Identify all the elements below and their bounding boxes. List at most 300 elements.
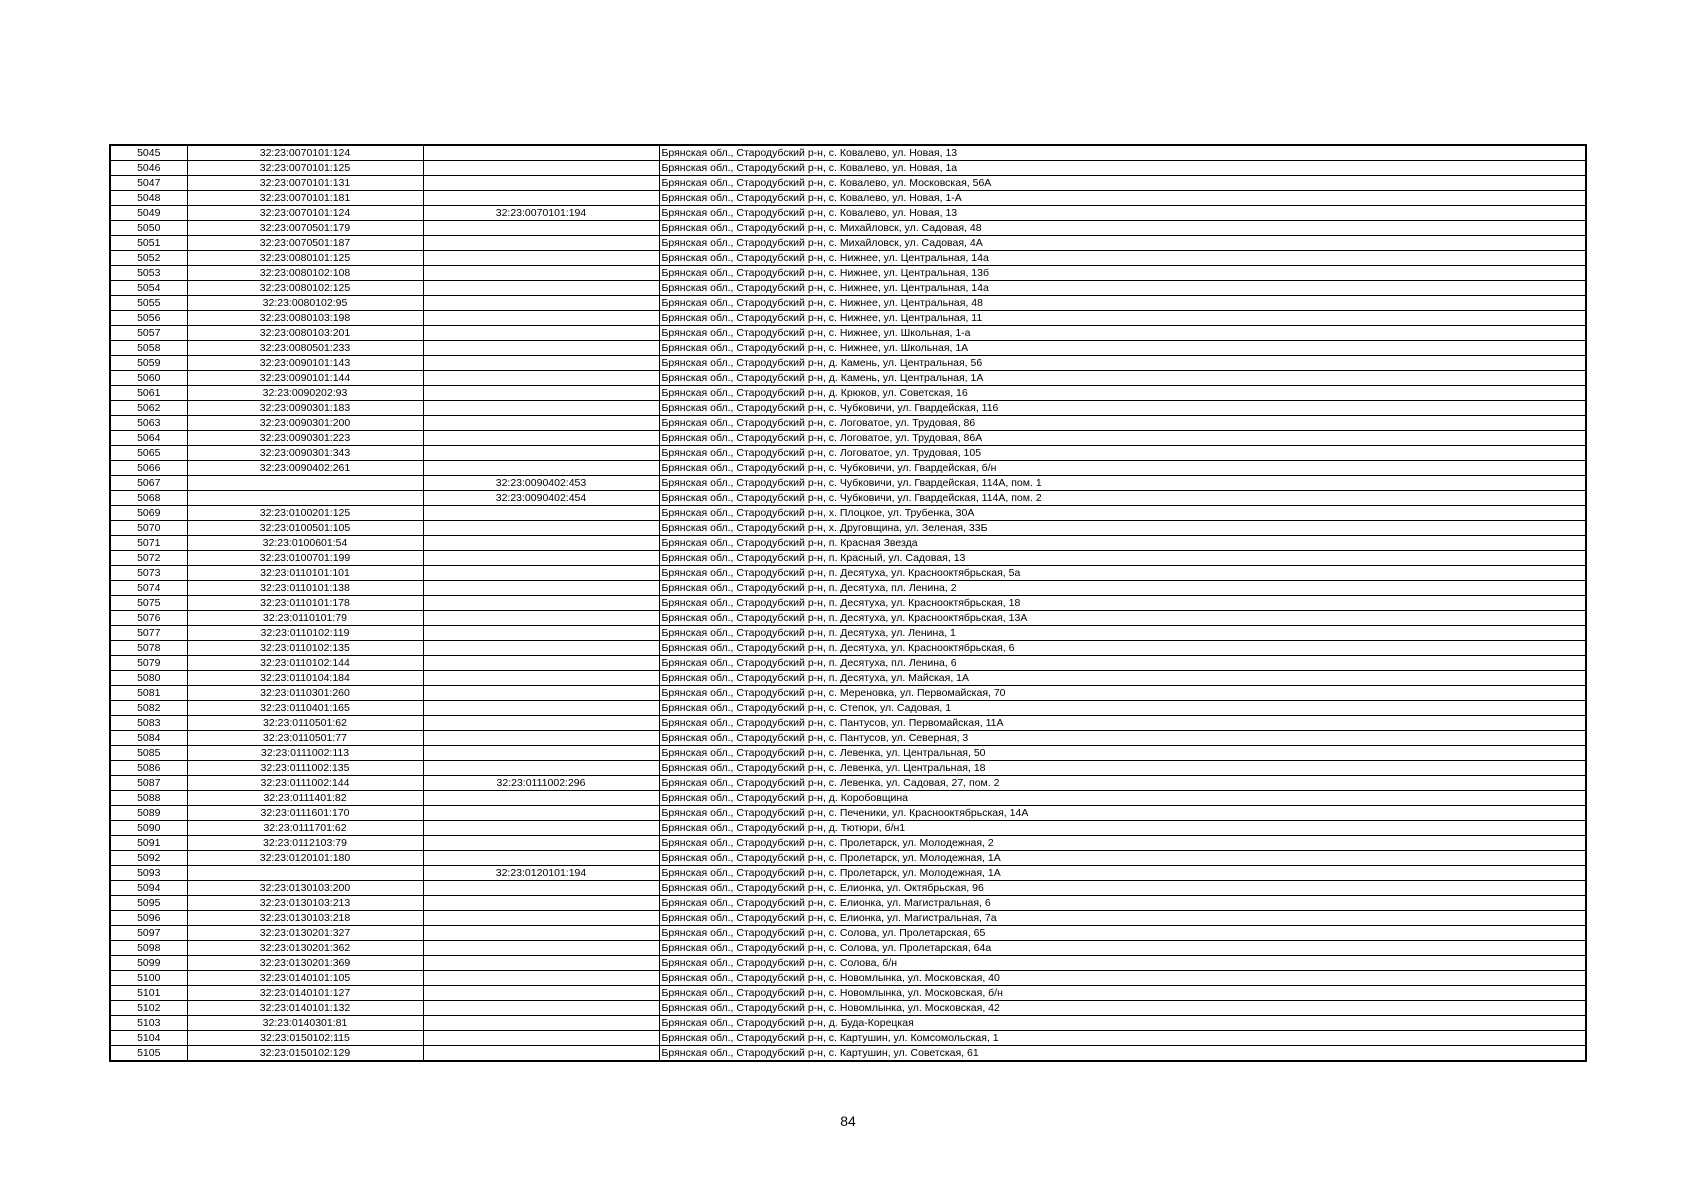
row-number-cell: 5098 (110, 941, 187, 956)
address-cell: Брянская обл., Стародубский р-н, с. Елионка, ул. Магистральная, 7а (659, 911, 1586, 926)
object-cadastral-number-cell (423, 281, 659, 296)
table-row (110, 1016, 1586, 1031)
cadastral-number-cell: 32:23:0090301:343 (187, 446, 423, 461)
row-number-cell: 5093 (110, 866, 187, 881)
table-row (110, 821, 1586, 836)
object-cadastral-number-cell (423, 911, 659, 926)
object-cadastral-number-cell (423, 806, 659, 821)
row-number-cell: 5103 (110, 1016, 187, 1031)
address-cell: Брянская обл., Стародубский р-н, с. Левенка, ул. Центральная, 18 (659, 761, 1586, 776)
cadastral-number-cell: 32:23:0070101:181 (187, 191, 423, 206)
cadastral-number-cell: 32:23:0130201:327 (187, 926, 423, 941)
address-cell: Брянская обл., Стародубский р-н, с. Нижнее, ул. Школьная, 1А (659, 341, 1586, 356)
object-cadastral-number-cell (423, 956, 659, 971)
row-number-cell: 5067 (110, 476, 187, 491)
table-row (110, 161, 1586, 176)
object-cadastral-number-cell (423, 656, 659, 671)
row-number-cell: 5078 (110, 641, 187, 656)
row-number-cell: 5059 (110, 356, 187, 371)
table-row (110, 416, 1586, 431)
row-number-cell: 5064 (110, 431, 187, 446)
table-row (110, 761, 1586, 776)
object-cadastral-number-cell (423, 251, 659, 266)
object-cadastral-number-cell (423, 266, 659, 281)
cadastral-number-cell: 32:23:0070501:179 (187, 221, 423, 236)
cadastral-number-cell: 32:23:0120101:180 (187, 851, 423, 866)
object-cadastral-number-cell (423, 176, 659, 191)
registry-table (109, 144, 1587, 1062)
cadastral-number-cell: 32:23:0140301:81 (187, 1016, 423, 1031)
address-cell: Брянская обл., Стародубский р-н, с. Мереновка, ул. Первомайская, 70 (659, 686, 1586, 701)
address-cell: Брянская обл., Стародубский р-н, д. Камень, ул. Центральная, 1А (659, 371, 1586, 386)
cadastral-number-cell: 32:23:0090301:200 (187, 416, 423, 431)
row-number-cell: 5049 (110, 206, 187, 221)
cadastral-number-cell: 32:23:0111601:170 (187, 806, 423, 821)
table-row (110, 776, 1586, 791)
object-cadastral-number-cell (423, 971, 659, 986)
row-number-cell: 5083 (110, 716, 187, 731)
row-number-cell: 5047 (110, 176, 187, 191)
object-cadastral-number-cell (423, 296, 659, 311)
row-number-cell: 5075 (110, 596, 187, 611)
object-cadastral-number-cell (423, 836, 659, 851)
object-cadastral-number-cell (423, 326, 659, 341)
table-row (110, 236, 1586, 251)
cadastral-number-cell: 32:23:0110104:184 (187, 671, 423, 686)
table-row (110, 326, 1586, 341)
address-cell: Брянская обл., Стародубский р-н, х. Друговщина, ул. Зеленая, 33Б (659, 521, 1586, 536)
table-row (110, 206, 1586, 221)
address-cell: Брянская обл., Стародубский р-н, с. Нижнее, ул. Школьная, 1-а (659, 326, 1586, 341)
row-number-cell: 5101 (110, 986, 187, 1001)
address-cell: Брянская обл., Стародубский р-н, с. Печеники, ул. Краснооктябрьская, 14А (659, 806, 1586, 821)
object-cadastral-number-cell (423, 596, 659, 611)
table-row (110, 386, 1586, 401)
address-cell: Брянская обл., Стародубский р-н, с. Пантусов, ул. Северная, 3 (659, 731, 1586, 746)
row-number-cell: 5080 (110, 671, 187, 686)
table-row (110, 476, 1586, 491)
address-cell: Брянская обл., Стародубский р-н, д. Коробовщина (659, 791, 1586, 806)
table-row (110, 566, 1586, 581)
cadastral-number-cell: 32:23:0100601:54 (187, 536, 423, 551)
cadastral-number-cell: 32:23:0070101:125 (187, 161, 423, 176)
row-number-cell: 5077 (110, 626, 187, 641)
cadastral-number-cell: 32:23:0080102:95 (187, 296, 423, 311)
table-row (110, 521, 1586, 536)
object-cadastral-number-cell (423, 761, 659, 776)
object-cadastral-number-cell (423, 371, 659, 386)
object-cadastral-number-cell (423, 236, 659, 251)
table-row (110, 446, 1586, 461)
row-number-cell: 5056 (110, 311, 187, 326)
address-cell: Брянская обл., Стародубский р-н, с. Степок, ул. Садовая, 1 (659, 701, 1586, 716)
object-cadastral-number-cell (423, 701, 659, 716)
table-row (110, 986, 1586, 1001)
table-row (110, 1046, 1586, 1062)
cadastral-number-cell: 32:23:0110101:101 (187, 566, 423, 581)
cadastral-number-cell: 32:23:0110101:138 (187, 581, 423, 596)
address-cell: Брянская обл., Стародубский р-н, п. Десятуха, ул. Ленина, 1 (659, 626, 1586, 641)
object-cadastral-number-cell (423, 431, 659, 446)
object-cadastral-number-cell (423, 731, 659, 746)
row-number-cell: 5057 (110, 326, 187, 341)
cadastral-number-cell: 32:23:0130103:200 (187, 881, 423, 896)
object-cadastral-number-cell (423, 446, 659, 461)
address-cell: Брянская обл., Стародубский р-н, х. Плоцкое, ул. Трубенка, 30А (659, 506, 1586, 521)
address-cell: Брянская обл., Стародубский р-н, с. Солова, ул. Пролетарская, 64а (659, 941, 1586, 956)
cadastral-number-cell: 32:23:0130103:218 (187, 911, 423, 926)
address-cell: Брянская обл., Стародубский р-н, п. Десятуха, пл. Ленина, 6 (659, 656, 1586, 671)
object-cadastral-number-cell: 32:23:0070101:194 (423, 206, 659, 221)
address-cell: Брянская обл., Стародубский р-н, с. Ковалево, ул. Новая, 13 (659, 145, 1586, 161)
table-row (110, 266, 1586, 281)
row-number-cell: 5104 (110, 1031, 187, 1046)
row-number-cell: 5079 (110, 656, 187, 671)
object-cadastral-number-cell (423, 821, 659, 836)
table-row (110, 806, 1586, 821)
cadastral-number-cell: 32:23:0110102:144 (187, 656, 423, 671)
table-row (110, 701, 1586, 716)
table-row (110, 551, 1586, 566)
row-number-cell: 5062 (110, 401, 187, 416)
address-cell: Брянская обл., Стародубский р-н, с. Пролетарск, ул. Молодежная, 1А (659, 866, 1586, 881)
address-cell: Брянская обл., Стародубский р-н, с. Солова, ул. Пролетарская, 65 (659, 926, 1586, 941)
address-cell: Брянская обл., Стародубский р-н, с. Чубковичи, ул. Гвардейская, 114А, пом. 2 (659, 491, 1586, 506)
address-cell: Брянская обл., Стародубский р-н, с. Солова, б/н (659, 956, 1586, 971)
object-cadastral-number-cell (423, 521, 659, 536)
table-row (110, 881, 1586, 896)
table-row (110, 971, 1586, 986)
row-number-cell: 5088 (110, 791, 187, 806)
address-cell: Брянская обл., Стародубский р-н, п. Десятуха, ул. Майская, 1А (659, 671, 1586, 686)
address-cell: Брянская обл., Стародубский р-н, с. Левенка, ул. Садовая, 27, пом. 2 (659, 776, 1586, 791)
row-number-cell: 5071 (110, 536, 187, 551)
address-cell: Брянская обл., Стародубский р-н, с. Чубковичи, ул. Гвардейская, б/н (659, 461, 1586, 476)
cadastral-number-cell: 32:23:0110501:77 (187, 731, 423, 746)
cadastral-number-cell (187, 866, 423, 881)
address-cell: Брянская обл., Стародубский р-н, с. Логоватое, ул. Трудовая, 86А (659, 431, 1586, 446)
address-cell: Брянская обл., Стародубский р-н, с. Картушин, ул. Комсомольская, 1 (659, 1031, 1586, 1046)
table-row (110, 611, 1586, 626)
object-cadastral-number-cell (423, 896, 659, 911)
cadastral-number-cell: 32:23:0111002:144 (187, 776, 423, 791)
object-cadastral-number-cell (423, 161, 659, 176)
registry-table-body (110, 145, 1586, 1061)
cadastral-number-cell: 32:23:0110101:178 (187, 596, 423, 611)
object-cadastral-number-cell (423, 386, 659, 401)
table-row (110, 1001, 1586, 1016)
row-number-cell: 5082 (110, 701, 187, 716)
row-number-cell: 5054 (110, 281, 187, 296)
address-cell: Брянская обл., Стародубский р-н, с. Новомлынка, ул. Московская, б/н (659, 986, 1586, 1001)
address-cell: Брянская обл., Стародубский р-н, с. Новомлынка, ул. Московская, 40 (659, 971, 1586, 986)
object-cadastral-number-cell (423, 941, 659, 956)
row-number-cell: 5090 (110, 821, 187, 836)
table-row (110, 656, 1586, 671)
address-cell: Брянская обл., Стародубский р-н, с. Нижнее, ул. Центральная, 14а (659, 281, 1586, 296)
cadastral-number-cell: 32:23:0090402:261 (187, 461, 423, 476)
table-row (110, 431, 1586, 446)
row-number-cell: 5061 (110, 386, 187, 401)
cadastral-number-cell (187, 476, 423, 491)
row-number-cell: 5097 (110, 926, 187, 941)
cadastral-number-cell (187, 491, 423, 506)
row-number-cell: 5094 (110, 881, 187, 896)
table-row (110, 626, 1586, 641)
row-number-cell: 5055 (110, 296, 187, 311)
row-number-cell: 5051 (110, 236, 187, 251)
address-cell: Брянская обл., Стародубский р-н, с. Левенка, ул. Центральная, 50 (659, 746, 1586, 761)
row-number-cell: 5095 (110, 896, 187, 911)
address-cell: Брянская обл., Стародубский р-н, п. Красная Звезда (659, 536, 1586, 551)
table-row (110, 371, 1586, 386)
object-cadastral-number-cell (423, 506, 659, 521)
address-cell: Брянская обл., Стародубский р-н, с. Ковалево, ул. Новая, 1-А (659, 191, 1586, 206)
table-row (110, 1031, 1586, 1046)
table-row (110, 866, 1586, 881)
object-cadastral-number-cell (423, 926, 659, 941)
cadastral-number-cell: 32:23:0140101:105 (187, 971, 423, 986)
row-number-cell: 5099 (110, 956, 187, 971)
object-cadastral-number-cell (423, 986, 659, 1001)
row-number-cell: 5046 (110, 161, 187, 176)
table-row (110, 296, 1586, 311)
table-row (110, 896, 1586, 911)
row-number-cell: 5084 (110, 731, 187, 746)
object-cadastral-number-cell (423, 791, 659, 806)
object-cadastral-number-cell (423, 1001, 659, 1016)
table-row (110, 641, 1586, 656)
table-row (110, 956, 1586, 971)
table-row (110, 221, 1586, 236)
address-cell: Брянская обл., Стародубский р-н, с. Новомлынка, ул. Московская, 42 (659, 1001, 1586, 1016)
cadastral-number-cell: 32:23:0090301:223 (187, 431, 423, 446)
table-row (110, 851, 1586, 866)
cadastral-number-cell: 32:23:0080103:198 (187, 311, 423, 326)
table-row (110, 356, 1586, 371)
object-cadastral-number-cell: 32:23:0090402:453 (423, 476, 659, 491)
object-cadastral-number-cell (423, 851, 659, 866)
object-cadastral-number-cell (423, 145, 659, 161)
address-cell: Брянская обл., Стародубский р-н, с. Нижнее, ул. Центральная, 48 (659, 296, 1586, 311)
cadastral-number-cell: 32:23:0130201:362 (187, 941, 423, 956)
address-cell: Брянская обл., Стародубский р-н, с. Пролетарск, ул. Молодежная, 1А (659, 851, 1586, 866)
address-cell: Брянская обл., Стародубский р-н, с. Пролетарск, ул. Молодежная, 2 (659, 836, 1586, 851)
table-row (110, 731, 1586, 746)
object-cadastral-number-cell (423, 746, 659, 761)
object-cadastral-number-cell (423, 356, 659, 371)
cadastral-number-cell: 32:23:0100701:199 (187, 551, 423, 566)
table-row (110, 911, 1586, 926)
cadastral-number-cell: 32:23:0070101:131 (187, 176, 423, 191)
cadastral-number-cell: 32:23:0080102:108 (187, 266, 423, 281)
cadastral-number-cell: 32:23:0140101:127 (187, 986, 423, 1001)
cadastral-number-cell: 32:23:0100201:125 (187, 506, 423, 521)
table-row (110, 176, 1586, 191)
address-cell: Брянская обл., Стародубский р-н, с. Михайловск, ул. Садовая, 4А (659, 236, 1586, 251)
address-cell: Брянская обл., Стародубский р-н, с. Чубковичи, ул. Гвардейская, 114А, пом. 1 (659, 476, 1586, 491)
table-row (110, 491, 1586, 506)
address-cell: Брянская обл., Стародубский р-н, с. Нижнее, ул. Центральная, 11 (659, 311, 1586, 326)
object-cadastral-number-cell (423, 461, 659, 476)
address-cell: Брянская обл., Стародубский р-н, с. Картушин, ул. Советская, 61 (659, 1046, 1586, 1062)
address-cell: Брянская обл., Стародубский р-н, с. Логоватое, ул. Трудовая, 86 (659, 416, 1586, 431)
table-row (110, 686, 1586, 701)
table-row (110, 581, 1586, 596)
cadastral-number-cell: 32:23:0110102:135 (187, 641, 423, 656)
row-number-cell: 5076 (110, 611, 187, 626)
address-cell: Брянская обл., Стародубский р-н, д. Камень, ул. Центральная, 56 (659, 356, 1586, 371)
object-cadastral-number-cell (423, 566, 659, 581)
table-row (110, 191, 1586, 206)
row-number-cell: 5072 (110, 551, 187, 566)
cadastral-number-cell: 32:23:0140101:132 (187, 1001, 423, 1016)
row-number-cell: 5070 (110, 521, 187, 536)
object-cadastral-number-cell (423, 416, 659, 431)
cadastral-number-cell: 32:23:0070501:187 (187, 236, 423, 251)
row-number-cell: 5068 (110, 491, 187, 506)
object-cadastral-number-cell (423, 191, 659, 206)
address-cell: Брянская обл., Стародубский р-н, п. Десятуха, пл. Ленина, 2 (659, 581, 1586, 596)
object-cadastral-number-cell (423, 626, 659, 641)
table-row (110, 791, 1586, 806)
cadastral-number-cell: 32:23:0130103:213 (187, 896, 423, 911)
row-number-cell: 5092 (110, 851, 187, 866)
row-number-cell: 5085 (110, 746, 187, 761)
cadastral-number-cell: 32:23:0080501:233 (187, 341, 423, 356)
address-cell: Брянская обл., Стародубский р-н, д. Крюков, ул. Советская, 16 (659, 386, 1586, 401)
cadastral-number-cell: 32:23:0110102:119 (187, 626, 423, 641)
address-cell: Брянская обл., Стародубский р-н, с. Логоватое, ул. Трудовая, 105 (659, 446, 1586, 461)
address-cell: Брянская обл., Стародубский р-н, с. Михайловск, ул. Садовая, 48 (659, 221, 1586, 236)
row-number-cell: 5060 (110, 371, 187, 386)
address-cell: Брянская обл., Стародубский р-н, д. Буда-Корецкая (659, 1016, 1586, 1031)
address-cell: Брянская обл., Стародубский р-н, с. Нижнее, ул. Центральная, 13б (659, 266, 1586, 281)
row-number-cell: 5063 (110, 416, 187, 431)
cadastral-number-cell: 32:23:0110401:165 (187, 701, 423, 716)
table-row (110, 251, 1586, 266)
cadastral-number-cell: 32:23:0080103:201 (187, 326, 423, 341)
cadastral-number-cell: 32:23:0110301:260 (187, 686, 423, 701)
row-number-cell: 5102 (110, 1001, 187, 1016)
table-row (110, 746, 1586, 761)
cadastral-number-cell: 32:23:0112103:79 (187, 836, 423, 851)
cadastral-number-cell: 32:23:0110101:79 (187, 611, 423, 626)
table-row (110, 341, 1586, 356)
cadastral-number-cell: 32:23:0111002:135 (187, 761, 423, 776)
cadastral-number-cell: 32:23:0111002:113 (187, 746, 423, 761)
object-cadastral-number-cell (423, 641, 659, 656)
table-row (110, 836, 1586, 851)
cadastral-number-cell: 32:23:0080102:125 (187, 281, 423, 296)
address-cell: Брянская обл., Стародубский р-н, с. Чубковичи, ул. Гвардейская, 116 (659, 401, 1586, 416)
table-row (110, 926, 1586, 941)
cadastral-number-cell: 32:23:0130201:369 (187, 956, 423, 971)
row-number-cell: 5045 (110, 145, 187, 161)
address-cell: Брянская обл., Стародубский р-н, п. Десятуха, ул. Краснооктябрьская, 13А (659, 611, 1586, 626)
row-number-cell: 5074 (110, 581, 187, 596)
object-cadastral-number-cell (423, 611, 659, 626)
table-row (110, 461, 1586, 476)
row-number-cell: 5100 (110, 971, 187, 986)
cadastral-number-cell: 32:23:0100501:105 (187, 521, 423, 536)
row-number-cell: 5073 (110, 566, 187, 581)
cadastral-number-cell: 32:23:0070101:124 (187, 206, 423, 221)
address-cell: Брянская обл., Стародубский р-н, с. Пантусов, ул. Первомайская, 11А (659, 716, 1586, 731)
object-cadastral-number-cell (423, 671, 659, 686)
object-cadastral-number-cell (423, 311, 659, 326)
object-cadastral-number-cell (423, 341, 659, 356)
object-cadastral-number-cell: 32:23:0090402:454 (423, 491, 659, 506)
row-number-cell: 5096 (110, 911, 187, 926)
object-cadastral-number-cell (423, 581, 659, 596)
object-cadastral-number-cell (423, 551, 659, 566)
row-number-cell: 5089 (110, 806, 187, 821)
cadastral-number-cell: 32:23:0111401:82 (187, 791, 423, 806)
object-cadastral-number-cell (423, 536, 659, 551)
row-number-cell: 5066 (110, 461, 187, 476)
object-cadastral-number-cell (423, 401, 659, 416)
row-number-cell: 5087 (110, 776, 187, 791)
cadastral-number-cell: 32:23:0090301:183 (187, 401, 423, 416)
table-row (110, 506, 1586, 521)
row-number-cell: 5053 (110, 266, 187, 281)
cadastral-number-cell: 32:23:0090101:143 (187, 356, 423, 371)
row-number-cell: 5065 (110, 446, 187, 461)
object-cadastral-number-cell (423, 716, 659, 731)
table-row (110, 145, 1586, 161)
table-row (110, 281, 1586, 296)
table-row (110, 596, 1586, 611)
object-cadastral-number-cell (423, 1031, 659, 1046)
row-number-cell: 5086 (110, 761, 187, 776)
cadastral-number-cell: 32:23:0090101:144 (187, 371, 423, 386)
object-cadastral-number-cell (423, 686, 659, 701)
address-cell: Брянская обл., Стародубский р-н, с. Елионка, ул. Октябрьская, 96 (659, 881, 1586, 896)
address-cell: Брянская обл., Стародубский р-н, п. Десятуха, ул. Краснооктябрьская, 18 (659, 596, 1586, 611)
address-cell: Брянская обл., Стародубский р-н, с. Елионка, ул. Магистральная, 6 (659, 896, 1586, 911)
address-cell: Брянская обл., Стародубский р-н, п. Десятуха, ул. Краснооктябрьская, 5а (659, 566, 1586, 581)
object-cadastral-number-cell: 32:23:0120101:194 (423, 866, 659, 881)
table-row (110, 401, 1586, 416)
row-number-cell: 5081 (110, 686, 187, 701)
cadastral-number-cell: 32:23:0080101:125 (187, 251, 423, 266)
cadastral-number-cell: 32:23:0070101:124 (187, 145, 423, 161)
object-cadastral-number-cell (423, 881, 659, 896)
row-number-cell: 5052 (110, 251, 187, 266)
page-number: 84 (840, 1113, 856, 1129)
row-number-cell: 5048 (110, 191, 187, 206)
table-row (110, 941, 1586, 956)
row-number-cell: 5105 (110, 1046, 187, 1062)
row-number-cell: 5091 (110, 836, 187, 851)
table-row (110, 311, 1586, 326)
object-cadastral-number-cell (423, 1016, 659, 1031)
object-cadastral-number-cell: 32:23:0111002:296 (423, 776, 659, 791)
table-row (110, 671, 1586, 686)
cadastral-number-cell: 32:23:0111701:62 (187, 821, 423, 836)
cadastral-number-cell: 32:23:0150102:129 (187, 1046, 423, 1062)
object-cadastral-number-cell (423, 1046, 659, 1062)
object-cadastral-number-cell (423, 221, 659, 236)
table-row (110, 536, 1586, 551)
cadastral-number-cell: 32:23:0090202:93 (187, 386, 423, 401)
cadastral-number-cell: 32:23:0110501:62 (187, 716, 423, 731)
address-cell: Брянская обл., Стародубский р-н, с. Ковалево, ул. Новая, 13 (659, 206, 1586, 221)
address-cell: Брянская обл., Стародубский р-н, д. Тютюри, б/н1 (659, 821, 1586, 836)
row-number-cell: 5069 (110, 506, 187, 521)
row-number-cell: 5050 (110, 221, 187, 236)
